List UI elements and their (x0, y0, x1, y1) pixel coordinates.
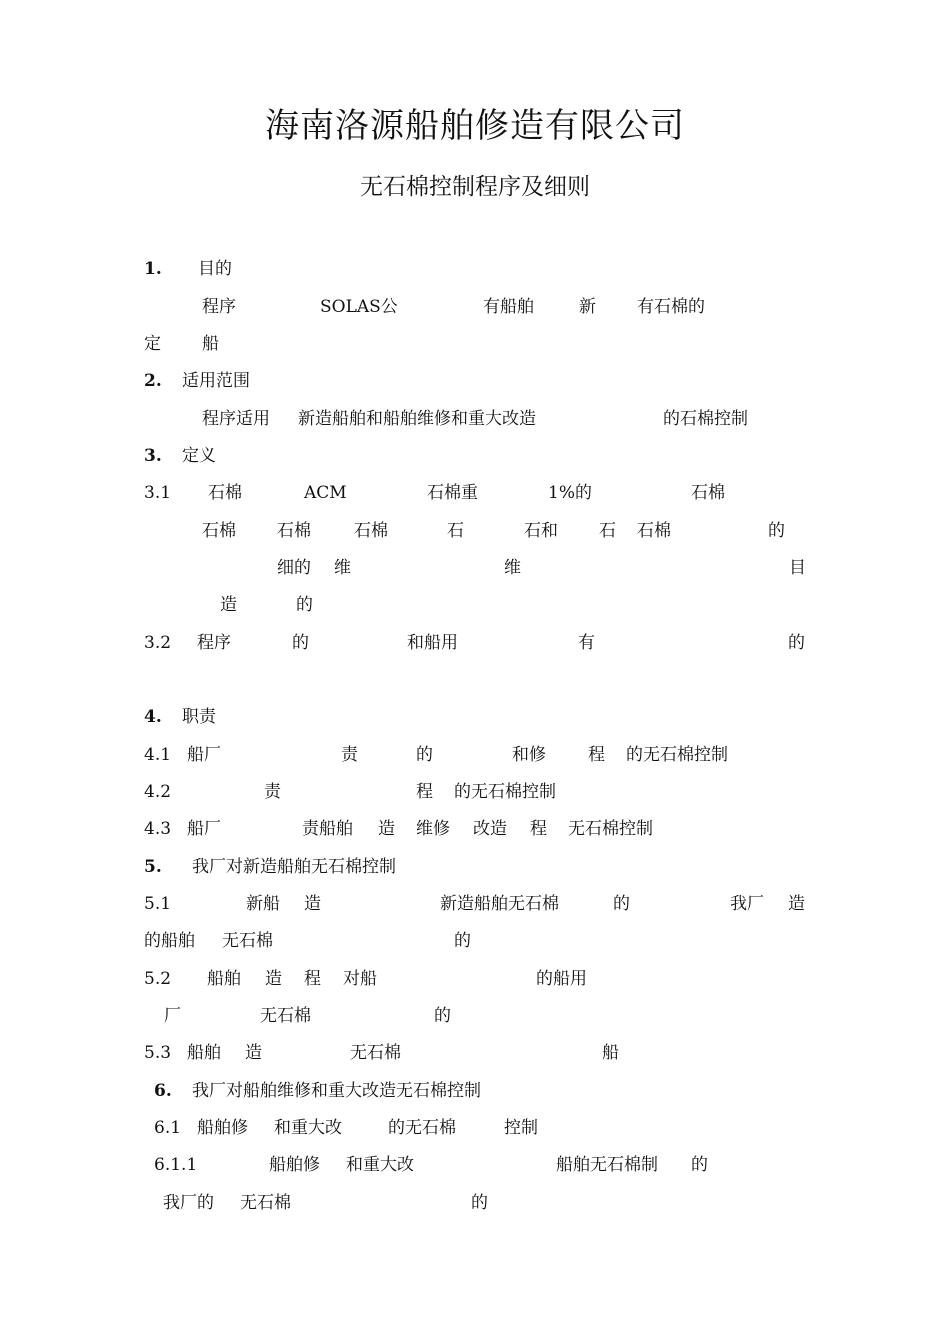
text-fragment: 石 (447, 521, 464, 541)
section-number: 3. (144, 446, 162, 466)
text-fragment: 程 (304, 969, 321, 989)
text-fragment: 责 (264, 782, 281, 802)
text-fragment: 造 (378, 819, 395, 839)
clause-number: 6.1 (154, 1118, 182, 1138)
text-fragment: 船 (602, 1043, 619, 1063)
text-fragment: 船舶修 (269, 1155, 320, 1175)
text-fragment: 程序适用 (202, 409, 270, 429)
text-fragment: 我厂 (730, 894, 764, 914)
text-fragment: 无石棉 (260, 1006, 311, 1026)
text-fragment: 的无石棉控制 (454, 782, 556, 802)
text-fragment: 石棉 (208, 483, 242, 503)
text-fragment: 细的 (277, 558, 311, 578)
text-fragment: 船舶修 (197, 1118, 248, 1138)
clause-number: 3.1 (144, 483, 172, 503)
text-fragment: 新造船舶无石棉 (440, 894, 559, 914)
section-heading-text: 我厂对新造船舶无石棉控制 (192, 857, 396, 877)
text-fragment: 和船用 (407, 633, 458, 653)
text-fragment: 程 (530, 819, 547, 839)
text-fragment: 我厂的 (163, 1193, 214, 1213)
text-fragment: 和重大改 (346, 1155, 414, 1175)
text-fragment: 控制 (504, 1118, 538, 1138)
text-fragment: 维 (504, 558, 521, 578)
text-fragment: 石 (599, 521, 616, 541)
text-fragment: 船舶无石棉制 (556, 1155, 658, 1175)
text-fragment: 的船用 (536, 969, 587, 989)
clause-number: 5.1 (144, 894, 172, 914)
text-fragment: 造 (245, 1043, 262, 1063)
text-fragment: 程序 (197, 633, 231, 653)
text-fragment: 的 (768, 521, 785, 541)
clause-number: 5.2 (144, 969, 172, 989)
text-fragment: 1%的 (548, 483, 592, 503)
text-fragment: 造 (304, 894, 321, 914)
text-fragment: 无石棉 (240, 1193, 291, 1213)
clause-number: 6.1.1 (154, 1155, 198, 1175)
text-fragment: 的 (788, 633, 805, 653)
text-fragment: 的石棉控制 (663, 409, 748, 429)
text-fragment: 船舶 (187, 1043, 221, 1063)
text-fragment: 石棉 (691, 483, 725, 503)
text-fragment: 改造 (473, 819, 507, 839)
section-heading-text: 适用范围 (182, 371, 250, 391)
text-fragment: 新 (579, 297, 596, 317)
text-fragment: 对船 (343, 969, 377, 989)
section-heading-text: 职责 (182, 707, 216, 727)
text-fragment: 维修 (416, 819, 450, 839)
text-fragment: 造 (220, 595, 237, 615)
clause-number: 5.3 (144, 1043, 172, 1063)
text-fragment: 造 (788, 894, 805, 914)
text-fragment: 石棉 (277, 521, 311, 541)
text-fragment: 责船舶 (302, 819, 353, 839)
text-fragment: 的 (471, 1193, 488, 1213)
text-fragment: 的无石棉控制 (626, 745, 728, 765)
text-fragment: 无石棉 (350, 1043, 401, 1063)
clause-number: 4.2 (144, 782, 172, 802)
text-fragment: 厂 (164, 1006, 181, 1026)
section-number: 6. (154, 1081, 172, 1101)
text-fragment: 程序 (202, 297, 236, 317)
text-fragment: 的 (691, 1155, 708, 1175)
text-fragment: 维 (334, 558, 351, 578)
text-fragment: 的无石棉 (388, 1118, 456, 1138)
text-fragment: 的 (416, 745, 433, 765)
text-fragment: 造 (265, 969, 282, 989)
text-fragment: 石棉 (354, 521, 388, 541)
section-heading-text: 我厂对船舶维修和重大改造无石棉控制 (192, 1081, 481, 1101)
text-fragment: 石和 (524, 521, 558, 541)
text-fragment: 无石棉 (222, 931, 273, 951)
text-fragment: 的船舶 (144, 931, 195, 951)
text-fragment: 定 (144, 334, 161, 354)
text-fragment: ACM (304, 483, 347, 503)
section-number: 4. (144, 707, 162, 727)
text-fragment: 有 (578, 633, 595, 653)
text-fragment: 的 (292, 633, 309, 653)
section-heading-text: 目的 (198, 259, 232, 279)
text-fragment: 船舶 (207, 969, 241, 989)
clause-number: 4.3 (144, 819, 172, 839)
document-subtitle: 无石棉控制程序及细则 (360, 174, 590, 200)
clause-number: 3.2 (144, 633, 172, 653)
text-fragment: 石棉 (202, 521, 236, 541)
text-fragment: 船厂 (187, 819, 221, 839)
text-fragment: 有船舶 (483, 297, 534, 317)
text-fragment: 有石棉的 (637, 297, 705, 317)
document-title: 海南洛源船舶修造有限公司 (265, 106, 685, 146)
text-fragment: 的 (613, 894, 630, 914)
text-fragment: 的 (296, 595, 313, 615)
text-fragment: 责 (341, 745, 358, 765)
text-fragment: 船厂 (187, 745, 221, 765)
text-fragment: 的 (434, 1006, 451, 1026)
text-fragment: 程 (416, 782, 433, 802)
clause-number: 4.1 (144, 745, 172, 765)
text-fragment: 无石棉控制 (568, 819, 653, 839)
section-number: 5. (144, 857, 162, 877)
text-fragment: 和重大改 (274, 1118, 342, 1138)
text-fragment: 和修 (512, 745, 546, 765)
text-fragment: 新造船舶和船舶维修和重大改造 (298, 409, 536, 429)
text-fragment: 目 (789, 558, 806, 578)
text-fragment: 石棉重 (427, 483, 478, 503)
text-fragment: 船 (202, 334, 219, 354)
text-fragment: 程 (588, 745, 605, 765)
section-number: 2. (144, 371, 162, 391)
text-fragment: 石棉 (637, 521, 671, 541)
section-number: 1. (144, 259, 162, 279)
section-heading-text: 定义 (182, 446, 216, 466)
text-fragment: 的 (454, 931, 471, 951)
text-fragment: 新船 (246, 894, 280, 914)
text-fragment: SOLAS公 (320, 297, 398, 317)
